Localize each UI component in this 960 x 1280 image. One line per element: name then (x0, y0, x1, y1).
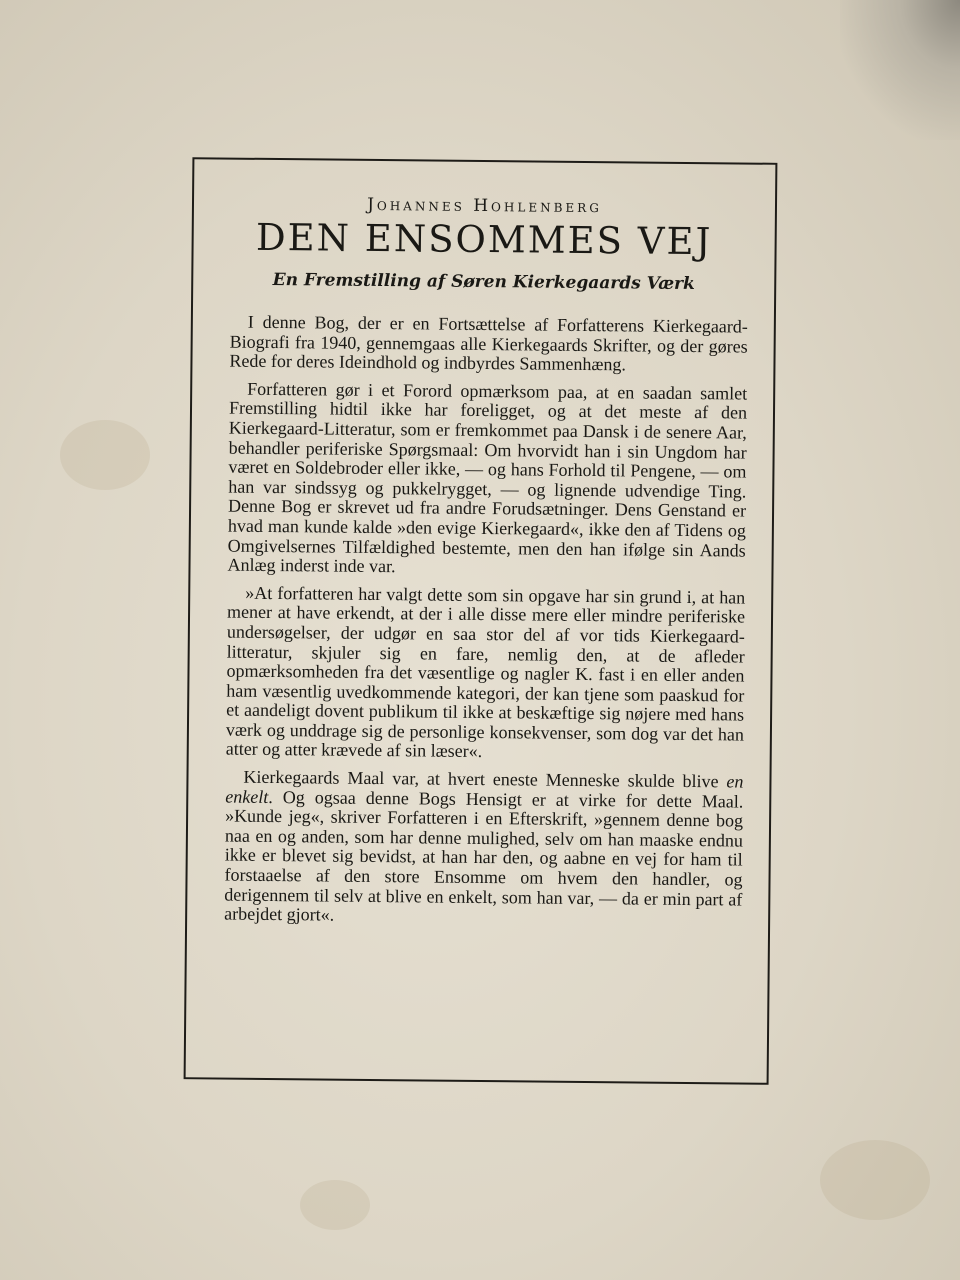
emphasis-en-enkelt: en enkelt (225, 771, 744, 807)
paper-stain (300, 1180, 370, 1230)
book-title: DEN ENSOMMES VEJ (255, 215, 713, 264)
paragraph-4-start: Kierkegaards Maal var, at hvert eneste Menneske skulde blive (243, 766, 727, 792)
paragraph-2: Forfatteren gør i et Forord opmærksom paa, at en saadan samlet Fremstilling hidtil ikke har foreligget, og at det meste af den Kierkegaard-Litteratur, som er fremkommet paa Dansk i de senere Aar, behandler periferiske Spørgsmaal: Om hvorvidt han i sin Ungdom har været en Soldebroder eller ikke, — og hans Forhold til Pengene, — om han var sindssyg og pukkelrygget, — og lignende udvendige Ting. Denne Bog er skrevet ud fra andre Forudsætninger. Dens Genstand er hvad man kunde kalde »den evige Kierkegaard«, ikke den af Tidens og Omgivelsernes Tilfældighed bestemte, men den han ifølge sin Aands Anlæg inderst inde var. (227, 378, 748, 577)
paragraph-1: I denne Bog, der er en Fortsættelse af Forfatterens Kierkegaard-Biografi fra 1940, gennemgaas alle Kierkegaards Skrifter, og der gøres Rede for deres Ideindhold og indbyrdes Sammenhæng. (229, 311, 748, 375)
description-body (224, 313, 748, 938)
page-corner-shadow (840, 0, 960, 140)
paper-stain (60, 420, 150, 490)
paragraph-4-rest: . Og ogsaa denne Bogs Hensigt er at virke for dette Maal. »Kunde jeg«, skriver Forfatteren i en Efterskrift, »gennem denne bog naa en og anden, som har denne mulighed, selv om han maaske endnu ikke er blevet sig bevidst, at han har den, og aabne en vej for ham til forstaaelse af den store Ensomme om hvem den handler, og derigennem til selv at blive en enkelt, som han var, — da er min part af arbejdet gjort«. (224, 786, 744, 925)
paragraph-4 (224, 768, 743, 930)
book-subtitle: En Fremstilling af Søren Kierkegaards Værk (272, 269, 695, 295)
paragraph-3: »At forfatteren har valgt dette som sin opgave har sin grund i, at han mener at have erkendt, at der i alle disse mere eller mindre periferiske undersøgelser, der udgør en saa stor del af vor tids Kierkegaard-litteratur, skjuler sig en fare, nemlig den, at de afleder opmærksomheden fra det væsentlige og nagler K. fast i en eller anden ham væsentlig uvedkommende kategori, der kan tjene som paaskud for et aandeligt dovent publikum til ikke at beskæftige sig nøjere med hans værk og unddrage sig de personlige konsekvenser, som dog var det han atter og atter krævede af sin læser«. (225, 582, 746, 762)
text-panel (184, 157, 778, 1085)
paper-stain (820, 1140, 930, 1220)
author-name: Johannes Hohlenberg (367, 194, 602, 218)
